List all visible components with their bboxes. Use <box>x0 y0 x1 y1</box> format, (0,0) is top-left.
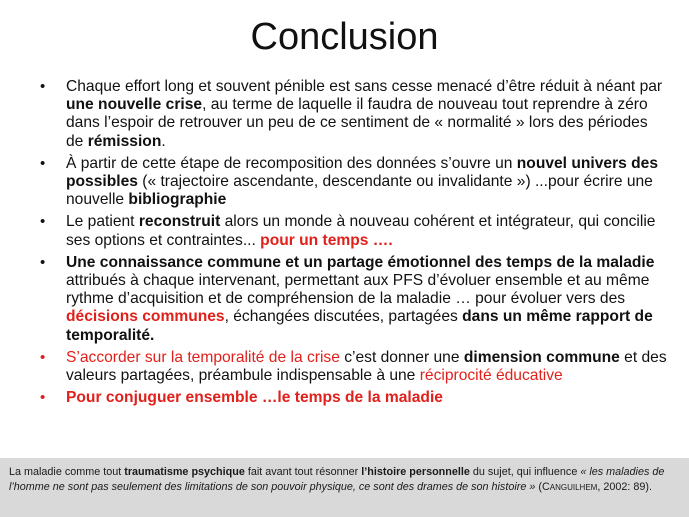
bullet-1-text-2: , au terme de laquelle il faudra de nouveau tout reprendre à zéro dans l’espoir de retrouver un peu de ce sentiment de « normalité » lors des périodes de <box>66 96 648 150</box>
bullet-2-bold-2: bibliographie <box>128 191 227 209</box>
bullet-4-bold-1: Une connaissance commune et un partage émotionnel des temps de la maladie <box>66 253 655 271</box>
bullet-3-text: Le patient <box>66 213 139 231</box>
bullet-4-bold-2: dans un même rapport de temporalité. <box>66 308 653 344</box>
bullet-1-text: Chaque effort long et souvent pénible est sans cesse menacé d’être réduit à néant par <box>66 78 663 95</box>
bullet-item-5 <box>38 349 668 385</box>
bullet-5-text: c’est donner une <box>339 348 464 366</box>
bullet-1-bold-1: une nouvelle crise <box>66 96 203 114</box>
footer-citation-box <box>0 458 689 517</box>
bullet-dot-icon: • <box>40 154 46 172</box>
bullet-2-text: À partir de cette étape de recomposition des données s’ouvre un <box>66 154 517 172</box>
bullet-item-6 <box>38 389 668 407</box>
footer-text-2: fait avant tout résonner <box>244 466 362 478</box>
footer-bold-2: l’histoire personnelle <box>361 466 470 478</box>
bullet-item-2 <box>38 155 668 210</box>
bullet-1-bold-2: rémission <box>87 132 162 150</box>
bullet-dot-icon: • <box>40 348 46 366</box>
bullet-1-text-3: . <box>161 132 166 150</box>
bullet-item-1 <box>38 78 668 151</box>
bullet-dot-icon: • <box>40 389 46 407</box>
bullet-3-bold-1: reconstruit <box>138 213 221 231</box>
bullet-4-red-bold: décisions communes <box>66 308 225 326</box>
bullet-item-4 <box>38 254 668 345</box>
footer-text-4: ( <box>535 480 542 493</box>
footer-text-3: du sujet, qui influence <box>469 466 581 478</box>
bullet-3-red-bold: pour un temps …. <box>260 231 393 249</box>
bullet-5-text-2: et des valeurs partagées, préambule indispensable à une <box>66 348 667 385</box>
bullet-4-text: attribués à chaque intervenant, permettant aux PFS d’évoluer ensemble et au même rythme d’acquisition et de compréhension de la maladie … pour évoluer vers des <box>66 272 650 308</box>
bullet-dot-icon: • <box>40 78 46 95</box>
bullet-list <box>38 78 668 411</box>
bullet-3-text-2: alors un monde à nouveau cohérent et intégrateur, qui concilie ses options et contraintes... <box>66 213 656 249</box>
footer-text-1: La maladie comme tout <box>9 466 125 478</box>
bullet-item-3 <box>38 213 668 249</box>
bullet-5-bold-1: dimension commune <box>463 348 620 366</box>
footer-text-5: , 2002: 89). <box>597 480 652 493</box>
bullet-dot-icon: • <box>40 213 46 231</box>
slide-title: Conclusion <box>250 16 439 58</box>
bullet-2-bold-1: nouvel univers des possibles <box>66 154 659 191</box>
bullet-5-red-2: réciprocité éducative <box>419 367 563 385</box>
footer-author: Canguilhem <box>541 480 598 493</box>
bullet-2-text-2: (« trajectoire ascendante, descendante ou invalidante ») ...pour écrire une nouvelle <box>66 173 653 209</box>
bullet-dot-icon: • <box>40 253 46 271</box>
bullet-5-red-1: S’accorder sur la temporalité de la crise <box>66 348 340 366</box>
bullet-6-red-bold: Pour conjuguer ensemble …le temps de la maladie <box>66 389 443 407</box>
footer-quote: « les maladies de l’homme ne sont pas seulement des limitations de son pouvoir physique, ce sont des drames de son histoire » <box>9 466 665 493</box>
footer-bold-1: traumatisme psychique <box>124 466 245 478</box>
bullet-4-text-2: , échangées discutées, partagées <box>224 308 463 326</box>
